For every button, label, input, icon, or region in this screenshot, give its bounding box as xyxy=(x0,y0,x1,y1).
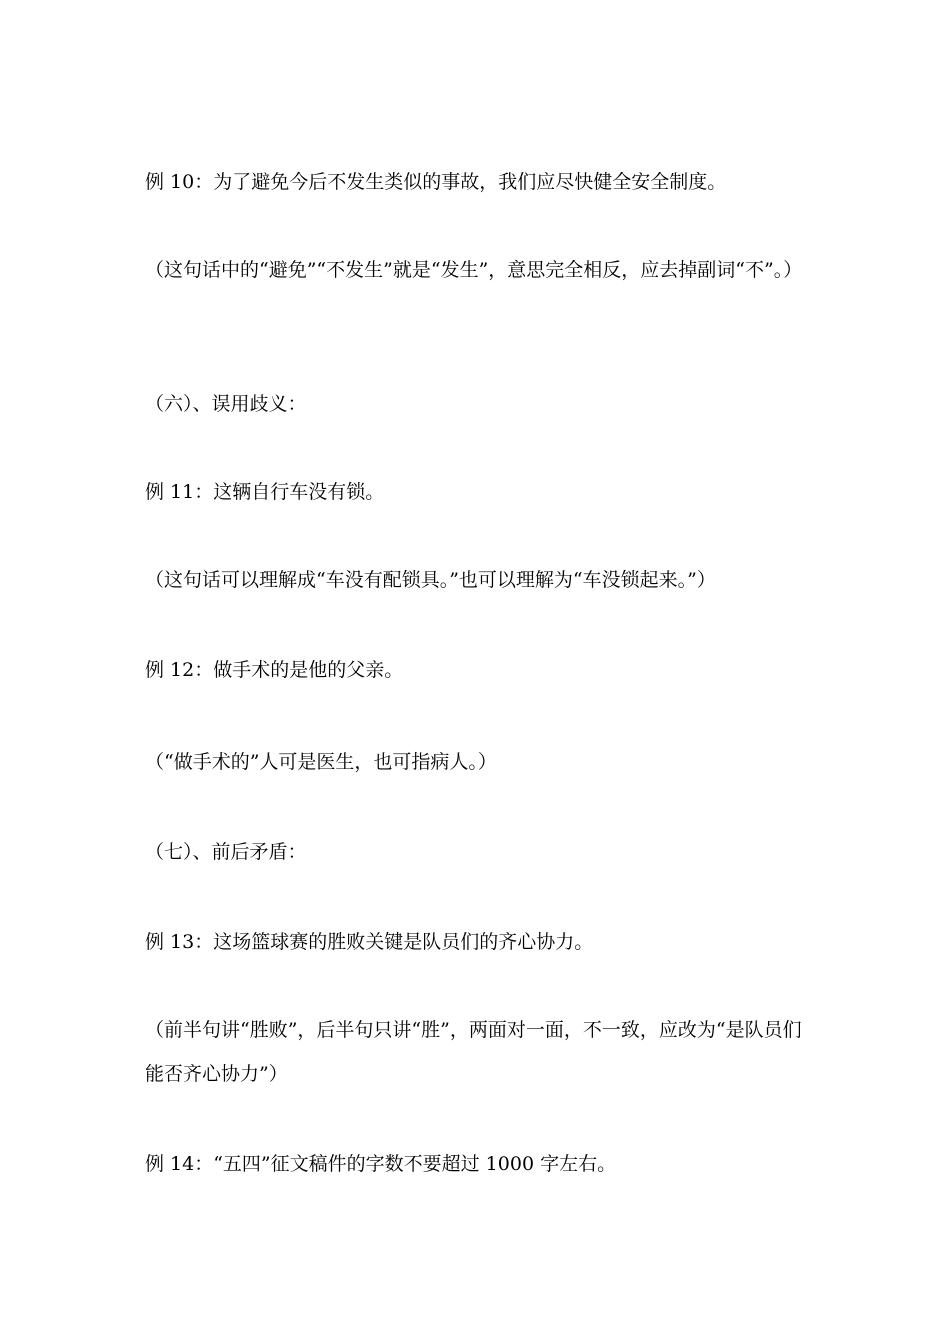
example-10: 例 10：为了避免今后不发生类似的事故，我们应尽快健全安全制度。 xyxy=(145,171,727,193)
example-12-note: （“做手术的”人可是医生，也可指病人。） xyxy=(145,751,497,773)
example-12: 例 12：做手术的是他的父亲。 xyxy=(145,659,404,681)
example-10-note: （这句话中的“避免”“不发生”就是“发生”，意思完全相反，应去掉副词“不”。） xyxy=(145,259,803,281)
example-11: 例 11：这辆自行车没有锁。 xyxy=(145,481,385,503)
section-heading-6: （六）、误用歧义： xyxy=(145,393,307,415)
section-heading-7: （七）、前后矛盾： xyxy=(145,841,307,863)
example-14: 例 14：“五四”征文稿件的字数不要超过 1000 字左右。 xyxy=(145,1153,617,1175)
example-13: 例 13：这场篮球赛的胜败关键是队员们的齐心协力。 xyxy=(145,931,594,953)
example-11-note: （这句话可以理解成“车没有配锁具。”也可以理解为“车没锁起来。”） xyxy=(145,569,716,591)
example-13-note: （前半句讲“胜败”，后半句只讲“胜”，两面对一面，不一致，应改为“是队员们能否齐心协力”） xyxy=(145,1019,802,1085)
